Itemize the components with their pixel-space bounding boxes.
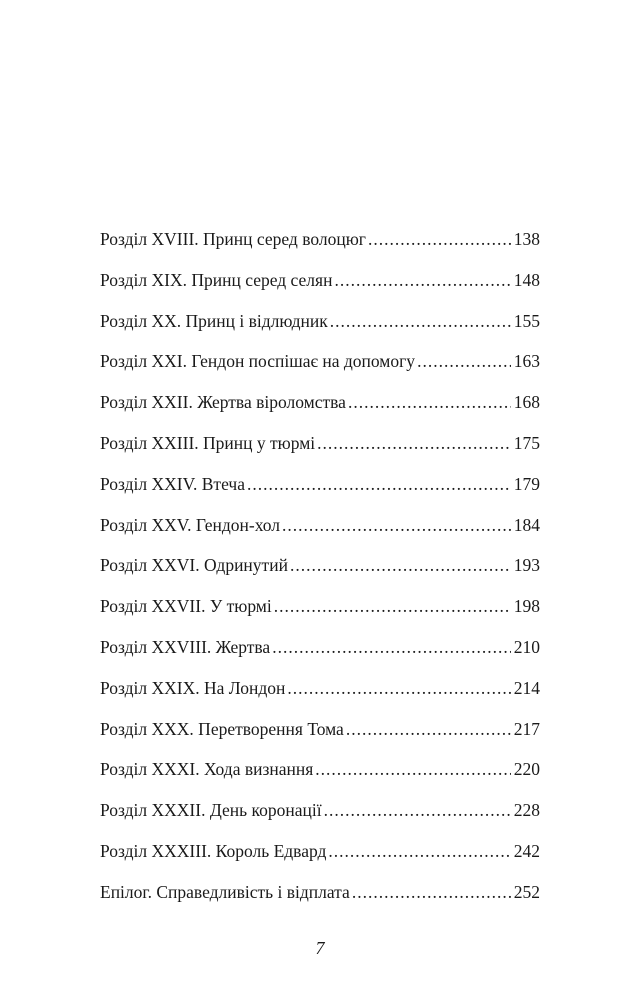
dot-leader: [352, 878, 511, 906]
toc-entry-page: 175: [513, 432, 540, 453]
toc-entry: [100, 511, 540, 552]
toc-entry-page: 210: [513, 636, 540, 657]
dot-leader: [324, 796, 511, 824]
toc-entry: [100, 347, 540, 388]
dot-leader: [272, 633, 511, 661]
toc-entry-title: Розділ XXXIII. Король Едвард: [100, 840, 327, 861]
toc-entry-title: Розділ XXIX. На Лондон: [100, 677, 286, 698]
dot-leader: [417, 347, 511, 375]
toc-entry-title: Розділ XVIII. Принц серед волоцюг: [100, 229, 366, 249]
toc-entry-title: Розділ XXIII. Принц у тюрмі: [100, 432, 316, 453]
dot-leader: [287, 674, 510, 702]
toc-entry: [100, 796, 540, 837]
dot-leader: [274, 592, 511, 620]
toc-entry-page: 148: [513, 269, 540, 290]
dot-leader: [290, 551, 511, 579]
toc-entry: [100, 266, 540, 307]
toc-entry-title: Розділ XXVII. У тюрмі: [100, 596, 272, 617]
toc-entry: [100, 307, 540, 348]
toc-entry: [100, 388, 540, 429]
toc-entry-title: Розділ XXVIII. Жертва: [100, 636, 271, 657]
toc-entry-page: 214: [513, 677, 540, 698]
dot-leader: [368, 225, 511, 253]
toc-entry-page: 138: [513, 229, 540, 249]
toc-entry: [100, 470, 540, 511]
toc-entry: [100, 837, 540, 878]
toc-entry-title: Розділ XXXI. Хода визнання: [100, 759, 314, 780]
toc-entry-title: Розділ XIX. Принц серед селян: [100, 269, 333, 290]
toc-entry-page: 179: [513, 473, 540, 494]
dot-leader: [247, 470, 511, 498]
toc-entry: [100, 592, 540, 633]
dot-leader: [330, 307, 511, 335]
toc-entry-page: 163: [513, 351, 540, 372]
toc-entry-page: 242: [513, 840, 540, 861]
toc-entry-title: Розділ XXII. Жертва віроломства: [100, 392, 346, 413]
toc-entry: [100, 429, 540, 470]
toc-entry-page: 184: [513, 514, 540, 535]
toc-entry: [100, 715, 540, 756]
toc-entry-page: 252: [513, 881, 540, 902]
toc-entry-title: Розділ XX. Принц і відлюдник: [100, 310, 328, 331]
dot-leader: [328, 837, 510, 865]
page-number: 7: [315, 938, 325, 958]
toc-entry-page: 228: [513, 800, 540, 821]
toc-entry: [100, 755, 540, 796]
toc-entry: [100, 551, 540, 592]
toc-entry-page: 155: [513, 310, 540, 331]
toc-entry-title: Розділ XXX. Перетворення Тома: [100, 718, 344, 739]
toc-entry-title: Розділ XXV. Гендон-хол: [100, 514, 281, 535]
dot-leader: [334, 266, 510, 294]
toc-entry-title: Епілог. Справедливість і відплата: [100, 881, 350, 902]
toc-entry: [100, 633, 540, 674]
toc-entry-title: Розділ XXXII. День коронації: [100, 800, 322, 821]
toc-entry-page: 220: [513, 759, 540, 780]
dot-leader: [348, 388, 511, 416]
dot-leader: [282, 511, 511, 539]
dot-leader: [315, 755, 510, 783]
toc-entry-page: 168: [513, 392, 540, 413]
dot-leader: [317, 429, 511, 457]
toc-entry-title: Розділ XXVI. Одринутий: [100, 555, 288, 576]
dot-leader: [346, 715, 511, 743]
toc-entry-title: Розділ XXIV. Втеча: [100, 473, 245, 494]
table-of-contents: [100, 225, 540, 919]
toc-entry: [100, 674, 540, 715]
toc-entry-page: 217: [513, 718, 540, 739]
toc-entry: [100, 878, 540, 919]
toc-entry: [100, 225, 540, 266]
toc-entry-page: 193: [513, 555, 540, 576]
toc-entry-page: 198: [513, 596, 540, 617]
toc-entry-title: Розділ XXI. Гендон поспішає на допомогу: [100, 351, 416, 372]
